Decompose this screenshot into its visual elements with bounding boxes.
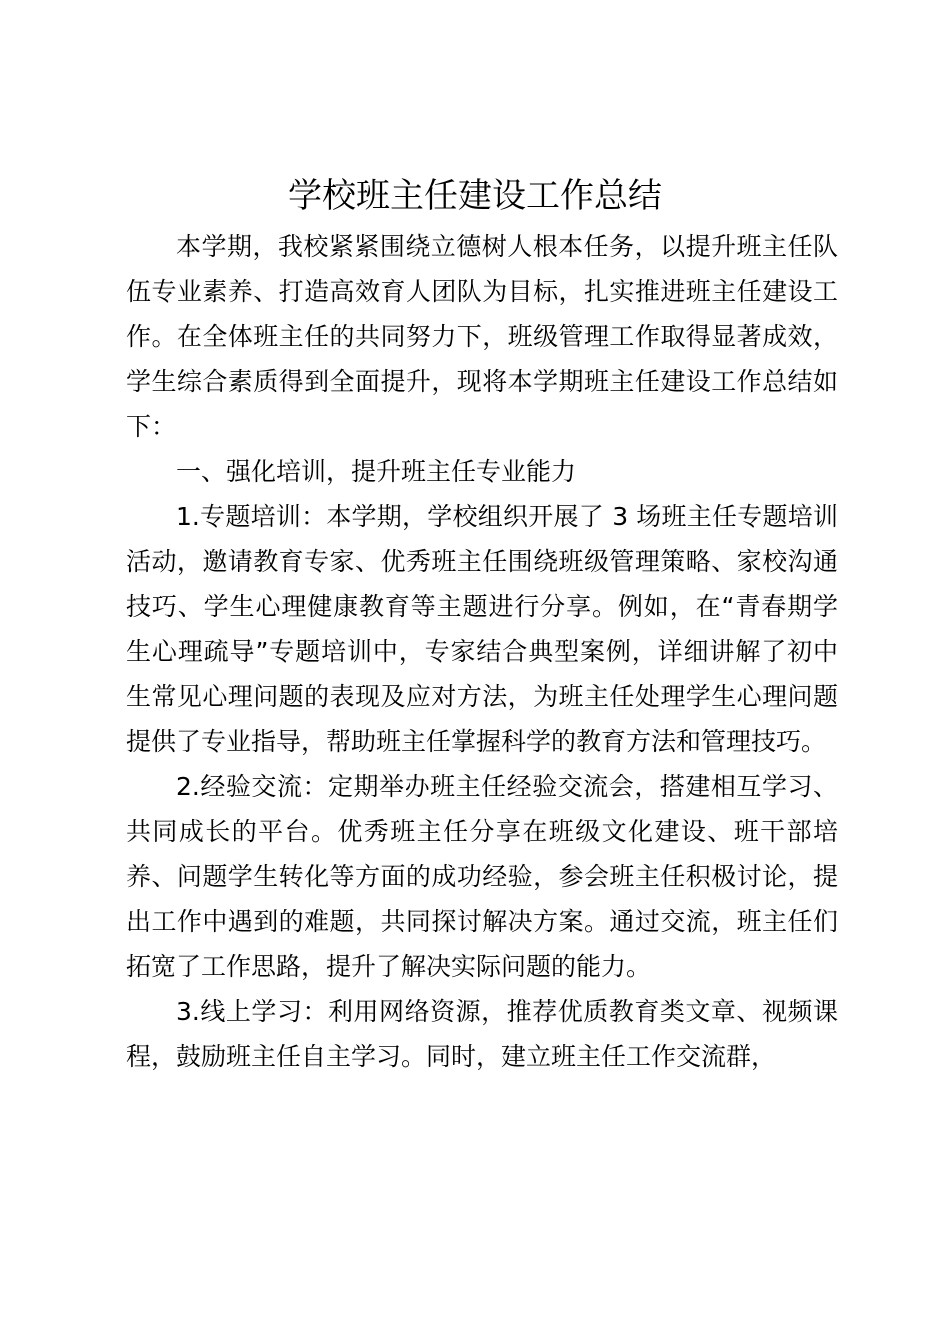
- paragraph-online-learning: 3.线上学习：利用网络资源，推荐优质教育类文章、视频课程，鼓励班主任自主学习。同时，建立班主任工作交流群，: [126, 997, 838, 1071]
- intro-paragraph: 本学期，我校紧紧围绕立德树人根本任务，以提升班主任队伍专业素养、打造高效育人团队为目标，扎实推进班主任建设工作。在全体班主任的共同努力下，班级管理工作取得显著成效，学生综合素质得到全面提升，现将本学期班主任建设工作总结如下：: [126, 232, 838, 441]
- document-body: [126, 224, 838, 1079]
- paragraph-exchange: 2.经验交流：定期举办班主任经验交流会，搭建相互学习、共同成长的平台。优秀班主任分享在班级文化建设、班干部培养、问题学生转化等方面的成功经验，参会班主任积极讨论，提出工作中遇到的难题，共同探讨解决方案。通过交流，班主任们拓宽了工作思路，提升了解决实际问题的能力。: [126, 772, 838, 981]
- section-heading: 一、强化培训，提升班主任专业能力: [176, 457, 577, 486]
- document-title: 学校班主任建设工作总结: [288, 176, 662, 216]
- paragraph-training: 1.专题培训：本学期，学校组织开展了 3 场班主任专题培训活动，邀请教育专家、优秀班主任围绕班级管理策略、家校沟通技巧、学生心理健康教育等主题进行分享。例如，在“青春期学生心理疏导”专题培训中，专家结合典型案例，详细讲解了初中生常见心理问题的表现及应对方法，为班主任处理学生心理问题提供了专业指导，帮助班主任掌握科学的教育方法和管理技巧。: [126, 502, 838, 756]
